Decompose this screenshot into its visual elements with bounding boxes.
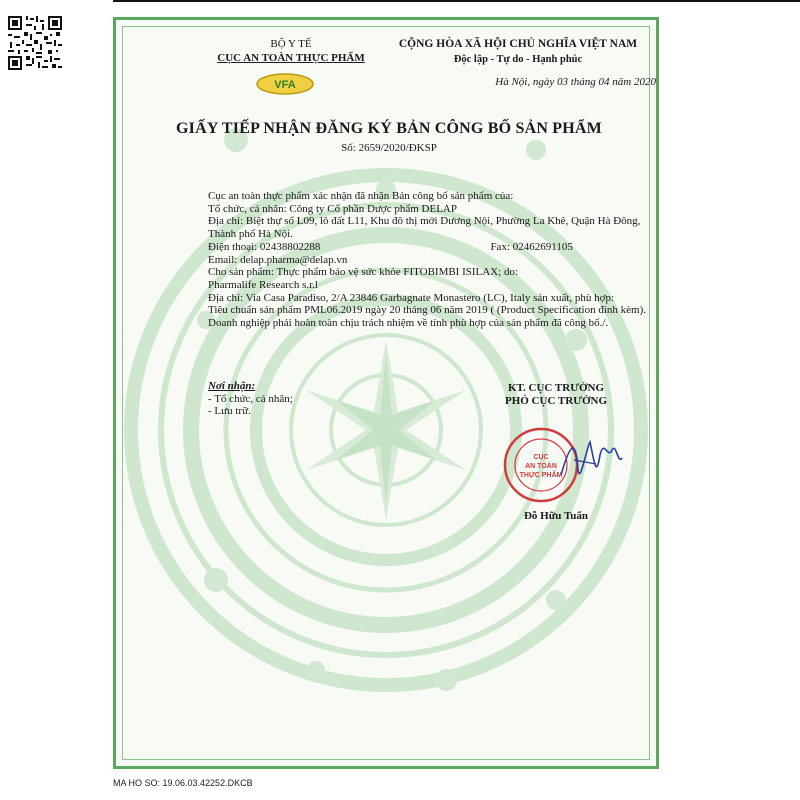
- certificate-sheet: [113, 17, 659, 769]
- ministry-name: BỘ Y TẾ: [270, 38, 312, 50]
- phone-line: Điện thoại: 02438802288: [208, 240, 321, 253]
- recipients-heading: Nơi nhận:: [208, 380, 256, 392]
- svg-text:THỰC PHẨM: THỰC PHẨM: [519, 472, 563, 479]
- handwritten-signature: [556, 430, 626, 490]
- fax-line: Fax: 02462691105: [490, 240, 573, 253]
- state-header: [378, 36, 658, 68]
- recipient-item: - Lưu trữ.: [208, 405, 251, 417]
- manufacturer-line: Pharmalife Research s.r.l: [208, 278, 318, 291]
- signatory-line-2: PHÓ CỤC TRƯỞNG: [504, 395, 608, 407]
- manufacturer-address-line: Địa chỉ: Via Casa Paradiso, 2/A 23846 Garbagnate Monastero (LC), Italy sản xuất, phù hợp:: [208, 291, 615, 304]
- organization-line: Tổ chức, cá nhân: Công ty Cổ phần Dược phẩm DELAP: [208, 202, 457, 215]
- responsibility-line: Doanh nghiệp phải hoàn toàn chịu trách nhiệm về tính phù hợp của sản phẩm đã công bố./.: [208, 317, 609, 330]
- top-divider: [113, 0, 800, 2]
- dossier-code: MA HO SO: 19.06.03.42252.DKCB: [113, 778, 253, 788]
- agency-name: CỤC AN TOÀN THỰC PHẨM: [217, 52, 365, 64]
- address-line: Địa chỉ: Biệt thự số L09, lô đất L11, Khu đô thị mới Dương Nội, Phường La Khê, Quận Hà Đông, Thành phố Hà Nội.: [208, 215, 641, 241]
- document-number: Số: 2659/2020/ĐKSP: [341, 142, 437, 154]
- issuer-header: [196, 37, 386, 65]
- logo-text: VFA: [274, 79, 296, 91]
- svg-text:CỤC: CỤC: [533, 454, 549, 461]
- email-line: Email: delap.pharma@delap.vn: [208, 253, 348, 266]
- standard-line: Tiêu chuẩn sản phẩm PML06.2019 ngày 20 tháng 06 năm 2019 ( (Product Specification đính kèm).: [208, 304, 647, 317]
- country-name: CỘNG HÒA XÃ HỘI CHỦ NGHĨA VIỆT NAM: [398, 38, 638, 50]
- recipients-block: [208, 380, 408, 418]
- document-title: GIẤY TIẾP NHẬN ĐĂNG KÝ BẢN CÔNG BỐ SẢN PHẨM: [176, 120, 602, 137]
- issue-date: Hà Nội, ngày 03 tháng 04 năm 2020: [495, 76, 656, 88]
- signer-name: Đỗ Hữu Tuấn: [523, 510, 589, 522]
- signatory-title: [456, 382, 656, 408]
- recipient-item: - Tổ chức, cá nhân;: [208, 392, 293, 405]
- svg-text:AN TOÀN: AN TOÀN: [525, 463, 557, 470]
- contact-row: [208, 241, 648, 254]
- intro-line: Cục an toàn thực phẩm xác nhận đã nhận Bản công bố sản phẩm của:: [208, 190, 514, 202]
- vfa-logo: [252, 66, 318, 102]
- document-body: [208, 190, 648, 330]
- signatory-line-1: KT. CỤC TRƯỞNG: [507, 382, 605, 394]
- qr-code: [6, 14, 64, 72]
- national-motto: Độc lập - Tự do - Hạnh phúc: [453, 54, 583, 65]
- product-line: Cho sản phẩm: Thực phẩm bảo vệ sức khỏe FITOBIMBI ISILAX; do:: [208, 266, 519, 279]
